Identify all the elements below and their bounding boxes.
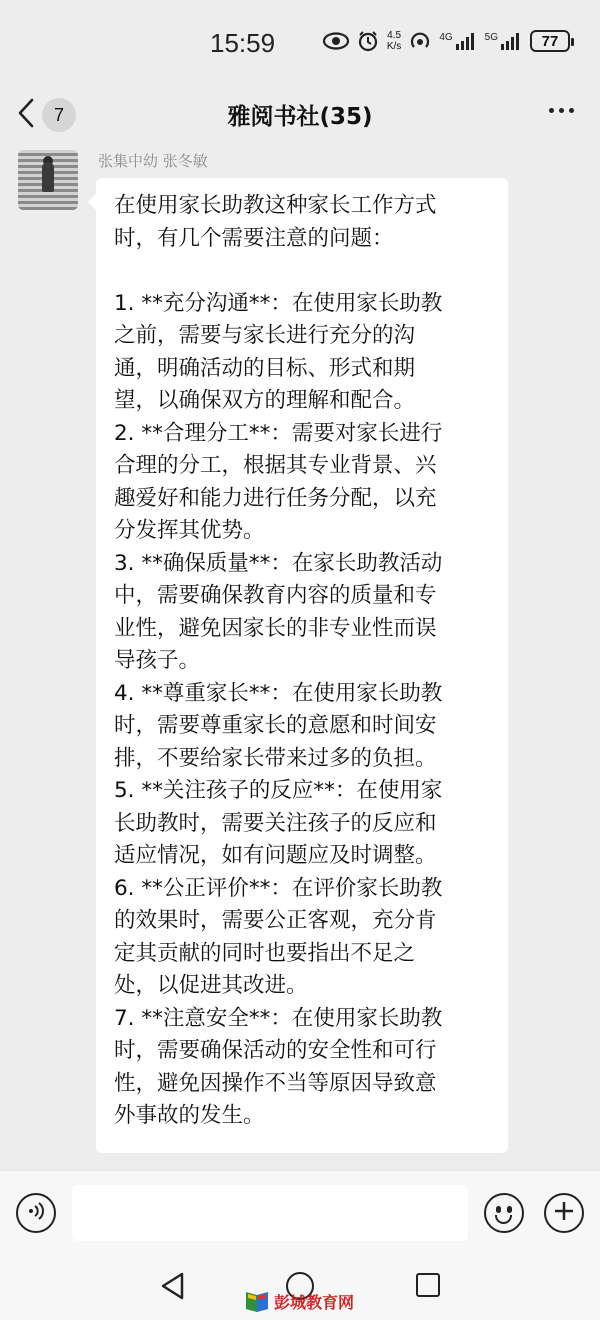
- net-speed-unit: K/s: [386, 41, 402, 52]
- system-nav-bar: [0, 1254, 600, 1320]
- alarm-icon: [357, 30, 379, 52]
- net-speed: [387, 30, 401, 52]
- message-line: [114, 255, 492, 288]
- message-line: 处，以促进其改进。: [114, 973, 308, 998]
- message-line: 通，明确活动的目标、形式和期: [114, 355, 416, 381]
- message-line: 时，需要确保活动的安全性和可行: [114, 1038, 437, 1063]
- status-icons: [323, 30, 570, 52]
- more-dot-icon: [569, 108, 574, 113]
- message-line: 时，有几个需要注意的问题：: [114, 225, 394, 251]
- input-bar: [0, 1170, 600, 1254]
- watermark-text: 彭城教育网: [274, 1293, 355, 1312]
- avatar-figure-body: [42, 162, 54, 192]
- triangle-back-icon: [160, 1285, 186, 1304]
- message-input[interactable]: [72, 1185, 468, 1241]
- bubble-tail: [88, 194, 96, 210]
- signal-5g-label: 5G: [484, 32, 498, 43]
- message-line: 合理的分工，根据其专业背景、兴: [114, 453, 437, 478]
- emoji-face-icon: [507, 1206, 512, 1213]
- message-line: 趣爱好和能力进行任务分配，以充: [114, 485, 437, 511]
- message-list[interactable]: [0, 142, 600, 1170]
- message-line: 在使用家长助教这种家长工作方式: [114, 193, 437, 218]
- emoji-face-icon: [496, 1206, 501, 1213]
- message-line: 外事故的发生。: [114, 1103, 265, 1128]
- message-line: 排，不要给家长带来过多的负担。: [114, 745, 437, 771]
- status-bar: [0, 0, 600, 86]
- message-line: 6. **公正评价**：在评价家长助教: [114, 875, 443, 901]
- message-line: 业性，避免因家长的非专业性而误: [114, 615, 437, 641]
- signal-5g-icon: [485, 32, 522, 50]
- more-dot-icon: [549, 108, 554, 113]
- more-options-button[interactable]: [549, 108, 574, 113]
- message-line: 长助教时，需要关注孩子的反应和: [114, 810, 437, 836]
- message-line: 定其贡献的同时也要指出不足之: [114, 940, 416, 966]
- hotspot-icon: [409, 31, 431, 51]
- message-line: 4. **尊重家长**：在使用家长助教: [114, 680, 443, 706]
- sender-avatar[interactable]: [18, 150, 78, 210]
- message-line: 1. **充分沟通**：在使用家长助教: [114, 290, 443, 316]
- message-line: 的效果时，需要公正客观，充分肯: [114, 908, 437, 933]
- more-actions-button[interactable]: [544, 1193, 584, 1233]
- message-line: 2. **合理分工**：需要对家长进行: [114, 420, 443, 446]
- nav-back-button[interactable]: [160, 1272, 186, 1304]
- message-line: 适应情况，如有问题应及时调整。: [114, 843, 437, 868]
- message-line: 望，以确保双方的理解和配合。: [114, 388, 416, 413]
- book-logo-icon: [244, 1291, 270, 1313]
- emoji-face-icon: [495, 1215, 512, 1224]
- voice-wave-icon: [26, 1201, 46, 1225]
- plus-icon: [553, 1200, 575, 1226]
- sender-name: 张集中幼 张冬敏: [98, 152, 208, 170]
- signal-4g-icon: [439, 32, 476, 50]
- message-line: 5. **关注孩子的反应**：在使用家: [114, 778, 443, 803]
- message-line: 导孩子。: [114, 648, 201, 673]
- status-time: 15:59: [210, 28, 276, 58]
- message-line: 7. **注意安全**：在使用家长助教: [114, 1005, 443, 1031]
- signal-4g-label: 4G: [439, 32, 453, 43]
- nav-recents-button[interactable]: [416, 1273, 440, 1297]
- message-line: 时，需要尊重家长的意愿和时间安: [114, 713, 437, 738]
- message-line: 3. **确保质量**：在家长助教活动: [114, 550, 443, 576]
- battery-indicator: 77: [530, 30, 570, 52]
- message-line: 分发挥其优势。: [114, 518, 265, 543]
- watermark: [244, 1290, 354, 1313]
- message-bubble[interactable]: [96, 178, 508, 1153]
- message-line: 性，避免因操作不当等原因导致意: [114, 1070, 437, 1096]
- message-line: 中，需要确保教育内容的质量和专: [114, 583, 437, 608]
- chat-title: 雅阅书社(35): [227, 104, 373, 130]
- net-speed-value: 4.5: [387, 30, 402, 41]
- chat-header: [0, 86, 600, 142]
- voice-input-button[interactable]: [16, 1193, 56, 1233]
- unread-count-badge: 7: [42, 98, 76, 132]
- more-dot-icon: [559, 108, 564, 113]
- emoji-button[interactable]: [484, 1193, 524, 1233]
- eye-icon: [323, 32, 349, 50]
- message-line: 之前，需要与家长进行充分的沟: [114, 323, 416, 348]
